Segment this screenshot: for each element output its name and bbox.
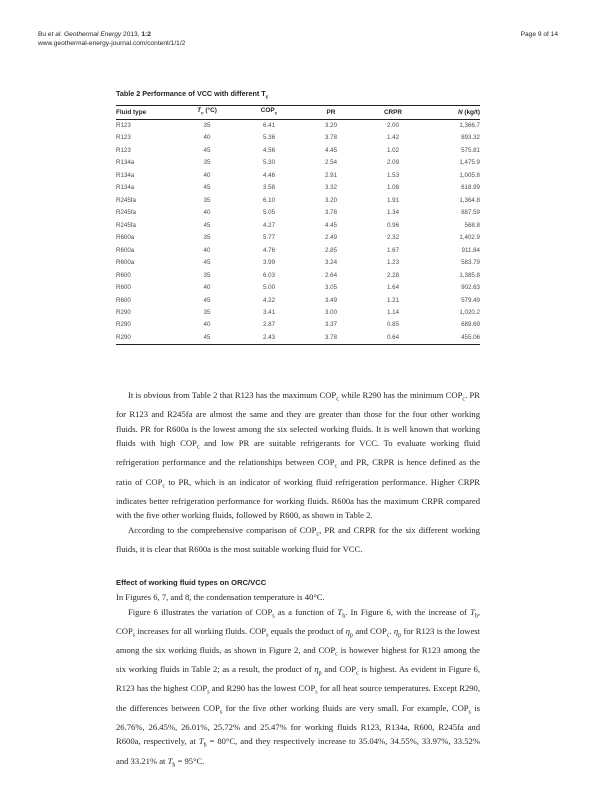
table-row bbox=[116, 282, 480, 294]
cell-copc: 5.00 bbox=[262, 284, 276, 292]
cell-tc: 40 bbox=[203, 209, 211, 217]
col-header-pr: PR bbox=[300, 106, 362, 119]
cell-fluid: R245fa bbox=[116, 196, 136, 204]
cell-copc: 4.27 bbox=[262, 221, 276, 229]
cell-fluid: R290 bbox=[116, 321, 131, 329]
table-row bbox=[116, 257, 480, 269]
table-2 bbox=[116, 89, 480, 345]
cell-fluid: R600 bbox=[116, 271, 131, 279]
cell-pr: 4.45 bbox=[324, 146, 338, 154]
cell-pr: 2.91 bbox=[324, 171, 338, 179]
cell-tc: 45 bbox=[203, 146, 211, 154]
cell-n: 887.59 bbox=[461, 209, 480, 217]
article-body bbox=[116, 388, 480, 773]
cell-pr: 2.64 bbox=[324, 271, 338, 279]
table-row bbox=[116, 182, 480, 194]
cell-n: 1,475.9 bbox=[459, 159, 480, 167]
cell-tc: 40 bbox=[203, 284, 211, 292]
cell-crpr: 1.64 bbox=[386, 284, 400, 292]
cell-fluid: R123 bbox=[116, 121, 131, 129]
cell-tc: 35 bbox=[203, 159, 211, 167]
table-row bbox=[116, 170, 480, 182]
cell-pr: 4.45 bbox=[324, 221, 338, 229]
cell-fluid: R600a bbox=[116, 234, 135, 242]
cell-fluid: R245fa bbox=[116, 209, 136, 217]
cell-n: 1,366.7 bbox=[459, 121, 480, 129]
header-authors: Bu bbox=[38, 31, 48, 38]
cell-pr: 2.49 bbox=[324, 234, 338, 242]
cell-pr: 3.78 bbox=[324, 134, 338, 142]
cell-tc: 40 bbox=[203, 321, 211, 329]
cell-fluid: R600 bbox=[116, 296, 131, 304]
cell-n: 1,402.9 bbox=[459, 234, 480, 242]
cell-fluid: R600a bbox=[116, 259, 135, 267]
cell-n: 455.06 bbox=[424, 332, 480, 345]
cell-copc: 5.77 bbox=[262, 234, 276, 242]
cell-copc: 4.46 bbox=[262, 171, 276, 179]
cell-pr: 3.20 bbox=[324, 196, 338, 204]
citation-line bbox=[38, 30, 558, 39]
cell-tc: 35 bbox=[203, 121, 211, 129]
cell-n: 911.84 bbox=[461, 246, 480, 254]
cell-crpr: 1.34 bbox=[386, 209, 400, 217]
cell-pr: 3.37 bbox=[324, 321, 338, 329]
cell-copc: 6.10 bbox=[262, 196, 276, 204]
cell-n: 1,020.2 bbox=[459, 308, 480, 316]
header-volume: 1:2 bbox=[141, 31, 151, 38]
cell-n: 579.49 bbox=[461, 296, 480, 304]
cell-pr: 3.20 bbox=[324, 121, 338, 129]
cell-crpr: 1.02 bbox=[386, 146, 400, 154]
cell-fluid: R600a bbox=[116, 246, 135, 254]
cell-crpr: 1.23 bbox=[386, 259, 400, 267]
cell-fluid: R245fa bbox=[116, 221, 136, 229]
cell-tc: 35 bbox=[203, 308, 211, 316]
journal-url[interactable]: www.geothermal-energy-journal.com/content/1/1/2 bbox=[38, 40, 186, 47]
cell-n: 902.63 bbox=[461, 284, 480, 292]
cell-n: 1,385.8 bbox=[459, 271, 480, 279]
cell-tc: 45 bbox=[203, 221, 211, 229]
paragraph-3: In Figures 6, 7, and 8, the condensation temperature is 40°C. bbox=[116, 592, 325, 603]
table-row bbox=[116, 294, 480, 306]
table-header-row bbox=[116, 106, 480, 119]
cell-copc: 5.05 bbox=[262, 209, 276, 217]
cell-copc: 5.30 bbox=[262, 159, 276, 167]
col-header-copc: $COP_c$ bbox=[238, 106, 300, 119]
table-row bbox=[116, 232, 480, 244]
table-row bbox=[116, 195, 480, 207]
performance-table bbox=[116, 105, 480, 345]
cell-copc: 2.43 bbox=[238, 332, 300, 345]
cell-crpr: 2.28 bbox=[386, 271, 400, 279]
cell-crpr: 0.64 bbox=[362, 332, 424, 345]
paragraph-4: Figure 6 illustrates the variation of $COP_s$ as a function of $T_h$. In Figure 6, with the increase of $T_h$, $COP_s$ increases for all working fluids. $COP_s$ equals the product of $\eta_p$ and $COP_c$. $\eta_p$ for R123 is the lowest among the six working fluids, as shown in Figure 2, and $COP_c$ is however highest for R123 among the six working fluids in Table 2; as a result, the product of $\eta_p$ and $COP_c$ is highest. As evident in Figure 6, R123 has the highest $COP_s$ and R290 has the lowest $COP_s$ for all heat source temperatures. Except R290, the differences between $COP_s$ for the five other working fluids are very small. For example, $COP_s$ is 26.76%, 26.45%, 26.01%, 25.72% and 25.47% for working fluids R123, R134a, R600, R245fa and R600a, respectively, at $T_h = 80^\circ C$, and they respectively increase to 35.04%, 34.55%, 33.97%, 33.52% and 33.21% at $T_h = 95^\circ C$. bbox=[116, 606, 480, 769]
cell-copc: 4.76 bbox=[262, 246, 276, 254]
cell-tc: 40 bbox=[203, 134, 211, 142]
col-header-tc: $T_c$ (°C) bbox=[176, 106, 238, 119]
cell-copc: 3.41 bbox=[262, 308, 276, 316]
cell-pr: 3.78 bbox=[324, 209, 338, 217]
cell-copc: 4.56 bbox=[262, 146, 276, 154]
cell-tc: 35 bbox=[203, 234, 211, 242]
cell-crpr: 1.42 bbox=[386, 134, 400, 142]
col-header-crpr: CRPR bbox=[362, 106, 424, 119]
cell-tc: 40 bbox=[203, 171, 211, 179]
paragraph-1: It is obvious from Table 2 that R123 has the maximum $COP_c$ while R290 has the minimum $COP_c$. PR for R123 and R245fa are almost the same and they are greater than those for the four other working fluids. PR for R600a is the lowest among the six selected working fluids. It is well known that working fluids with high $COP_c$ and low PR are suitable refrigerants for VCC. To evaluate working fluid refrigeration performance and the relationships between $COP_c$ and PR, CRPR is hence defined as the ratio of $COP_c$ to PR, which is an indicator of working fluid refrigeration performance. Higher CRPR indicates better refrigeration performance for working fluids. R600a has the maximum CRPR compared with the five other working fluids, followed by R600, as shown in Table 2. bbox=[116, 390, 481, 521]
table-title-sub: c bbox=[265, 94, 269, 101]
cell-copc: 6.41 bbox=[262, 121, 276, 129]
page-number: Page 9 of 14 bbox=[520, 31, 558, 38]
cell-pr: 3.24 bbox=[324, 259, 338, 267]
cell-copc: 2.87 bbox=[262, 321, 276, 329]
cell-fluid: R600 bbox=[116, 284, 131, 292]
cell-crpr: 1.67 bbox=[386, 246, 400, 254]
cell-fluid: R290 bbox=[116, 332, 176, 345]
table-row bbox=[116, 269, 480, 281]
page-header bbox=[38, 30, 558, 48]
paragraph-2: According to the comprehensive comparison of $COP_c$, PR and CRPR for the six different working fluids, it is clear that R600a is the most suitable working fluid for VCC. bbox=[116, 524, 480, 555]
table-row bbox=[116, 307, 480, 319]
cell-tc: 40 bbox=[203, 246, 211, 254]
cell-n: 1,005.8 bbox=[459, 171, 480, 179]
cell-crpr: 0.96 bbox=[386, 221, 400, 229]
table-row bbox=[116, 207, 480, 219]
cell-pr: 2.54 bbox=[324, 159, 338, 167]
cell-pr: 3.49 bbox=[324, 296, 338, 304]
col-header-fluid: Fluid type bbox=[116, 106, 176, 119]
table-row bbox=[116, 244, 480, 256]
col-header-n: N (kg/t) bbox=[424, 106, 480, 119]
table-row bbox=[116, 219, 480, 231]
cell-crpr: 0.85 bbox=[386, 321, 400, 329]
table-row bbox=[116, 319, 480, 331]
cell-crpr: 1.08 bbox=[386, 184, 400, 192]
cell-crpr: 2.32 bbox=[386, 234, 400, 242]
cell-crpr: 1.14 bbox=[386, 308, 400, 316]
cell-fluid: R134a bbox=[116, 159, 135, 167]
header-year: 2013, bbox=[121, 31, 142, 38]
cell-n: 689.69 bbox=[461, 321, 480, 329]
cell-crpr: 2.00 bbox=[386, 121, 400, 129]
table-body bbox=[116, 119, 480, 344]
cell-copc: 5.36 bbox=[262, 134, 276, 142]
cell-copc: 3.99 bbox=[262, 259, 276, 267]
section-heading: Effect of working fluid types on ORC/VCC bbox=[116, 577, 267, 587]
table-row bbox=[116, 145, 480, 157]
cell-tc: 45 bbox=[203, 296, 211, 304]
cell-tc: 45 bbox=[203, 184, 211, 192]
cell-tc: 45 bbox=[203, 259, 211, 267]
cell-pr: 2.85 bbox=[324, 246, 338, 254]
cell-fluid: R290 bbox=[116, 308, 131, 316]
cell-copc: 6.03 bbox=[262, 271, 276, 279]
table-title bbox=[116, 89, 480, 102]
table-row bbox=[116, 332, 480, 345]
table-title-text: Table 2 Performance of VCC with different T bbox=[116, 89, 266, 98]
table-row bbox=[116, 119, 480, 132]
header-journal: et al. Geothermal Energy bbox=[47, 31, 122, 38]
cell-copc: 3.58 bbox=[262, 184, 276, 192]
cell-crpr: 1.91 bbox=[386, 196, 400, 204]
cell-crpr: 1.53 bbox=[386, 171, 400, 179]
cell-n: 568.8 bbox=[464, 221, 480, 229]
cell-n: 893.32 bbox=[461, 134, 480, 142]
cell-tc: 35 bbox=[203, 196, 211, 204]
cell-n: 575.81 bbox=[461, 146, 480, 154]
cell-n: 583.79 bbox=[461, 259, 480, 267]
table-row bbox=[116, 132, 480, 144]
table-row bbox=[116, 157, 480, 169]
cell-pr: 3.32 bbox=[324, 184, 338, 192]
cell-crpr: 2.09 bbox=[386, 159, 400, 167]
cell-fluid: R134a bbox=[116, 171, 135, 179]
cell-fluid: R134a bbox=[116, 184, 135, 192]
cell-copc: 4.22 bbox=[262, 296, 276, 304]
cell-tc: 35 bbox=[203, 271, 211, 279]
cell-fluid: R123 bbox=[116, 146, 131, 154]
cell-n: 618.99 bbox=[461, 184, 480, 192]
cell-crpr: 1.21 bbox=[386, 296, 400, 304]
cell-n: 1,364.8 bbox=[459, 196, 480, 204]
cell-pr: 3.78 bbox=[300, 332, 362, 345]
cell-pr: 3.00 bbox=[324, 308, 338, 316]
cell-pr: 3.05 bbox=[324, 284, 338, 292]
cell-tc: 45 bbox=[176, 332, 238, 345]
cell-fluid: R123 bbox=[116, 134, 131, 142]
